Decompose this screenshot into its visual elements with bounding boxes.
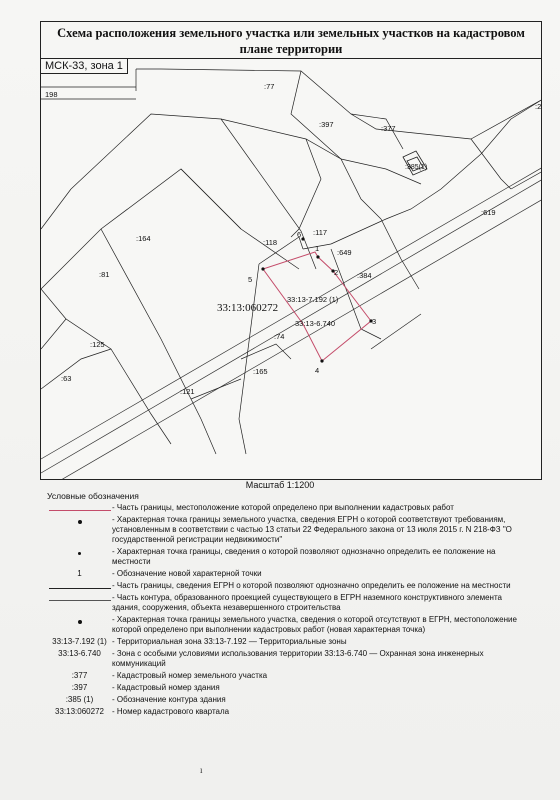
parcel-label-619: :619 (481, 208, 496, 217)
legend-text: - Территориальная зона 33:13-7.192 — Территориальные зоны (112, 637, 347, 646)
legend-text: - Часть границы, сведения ЕГРН о которой позволяют однозначно определить ее положение на местности (112, 581, 511, 590)
legend-row (47, 547, 517, 567)
map-scale: Масштаб 1:1200 (245, 480, 315, 490)
parcel-label-118: :118 (263, 238, 278, 247)
parcel-label-397: :397 (319, 120, 334, 129)
point-dot-icon (78, 620, 82, 624)
point-label-2: 2 (334, 268, 339, 277)
legend-text: - Кадастровый номер земельного участка (112, 671, 268, 680)
legend-row (47, 637, 517, 647)
legend-symbol-text: 33:13-7.192 (1) (52, 637, 107, 646)
legend-symbol-text: :385 (1) (65, 695, 94, 704)
legend-text: - Характерная точка границы земельного участка, сведения о которой отсутствуют в ЕГРН, местоположение которой определено при выполнении кадастровых работ (новая характерная точка) (112, 615, 517, 634)
parcel-label-164: :164 (136, 234, 151, 243)
legend-row (47, 683, 517, 693)
parcel-boundaries (41, 69, 542, 454)
legend-text: - Часть границы, местоположение которой определено при выполнении кадастровых работ (112, 503, 454, 512)
zone-special-label: 33:13-6.740 (295, 319, 336, 328)
legend-symbol-text: 33:13-6.740 (58, 649, 101, 658)
legend-row (47, 569, 517, 579)
point-label-3: 3 (372, 317, 377, 326)
legend-symbol-text: 1 (77, 569, 82, 578)
legend-symbol (47, 615, 112, 625)
point-label-1: 1 (315, 244, 320, 253)
document-title (40, 21, 542, 59)
legend-text: - Характерная точка границы земельного участка, сведения ЕГРН о которой соответствуют требованиям, установленным в соответствии с частью 13 статьи 22 Федерального закона от 13 июля 2015 г. N 218-ФЗ "О государственной регистрации недвижимости" (112, 515, 512, 544)
legend-symbol-text: :397 (71, 683, 88, 692)
legend-title: Условные обозначения (47, 491, 139, 501)
legend-row (47, 581, 517, 591)
quarter-number-label: 33:13:060272 (217, 302, 279, 314)
legend (47, 491, 517, 719)
building-contour-line-icon (49, 600, 111, 601)
legend-row (47, 593, 517, 613)
legend-symbol (47, 581, 112, 591)
legend-row (47, 649, 517, 669)
parcel-label-63: :63 (61, 374, 72, 383)
legend-symbol (47, 503, 112, 513)
legend-symbol (47, 547, 112, 557)
point-label-5: 5 (248, 275, 253, 284)
small-point-dot-icon (78, 552, 81, 555)
parcel-label-117: :117 (313, 228, 328, 237)
title-line-2: плане территории (239, 42, 343, 56)
legend-text: - Обозначение новой характерной точки (112, 569, 262, 578)
map-drawing (41, 59, 542, 480)
parcel-label-165: :165 (253, 367, 268, 376)
legend-row (47, 707, 517, 717)
legend-text: - Номер кадастрового квартала (112, 707, 230, 716)
parcel-label-77: :77 (264, 82, 275, 91)
legend-symbol (47, 569, 112, 579)
red-boundary-line-icon (49, 510, 111, 511)
legend-rows (47, 503, 517, 717)
legend-text: - Зона с особыми условиями использования территории 33:13-6.740 — Охранная зона инженерных коммуникаций (112, 649, 484, 668)
legend-symbol (47, 695, 112, 705)
legend-text: - Кадастровый номер здания (112, 683, 220, 692)
parcel-label-121: :121 (180, 387, 195, 396)
point-dot-icon (78, 520, 82, 524)
footer-mark: ı (200, 765, 203, 775)
parcel-label-384: :384 (357, 271, 372, 280)
building-385 (403, 151, 427, 175)
legend-text: - Обозначение контура здания (112, 695, 226, 704)
parcel-label-2: :2 (535, 102, 542, 111)
legend-symbol (47, 683, 112, 693)
point-label-6: 6 (297, 230, 302, 239)
legend-symbol (47, 593, 112, 603)
parcel-label-385: :385(1) (405, 164, 428, 171)
title-line-1: Схема расположения земельного участка или земельных участков на кадастровом (57, 26, 525, 40)
parcel-label-81: :81 (99, 270, 110, 279)
legend-text: - Часть контура, образованного проекцией существующего в ЕГРН наземного конструктивного элемента здания, сооружения, объекта незавершенного строительства (112, 593, 502, 612)
legend-row (47, 503, 517, 513)
parcel-label-74: :74 (274, 332, 285, 341)
legend-symbol (47, 515, 112, 525)
road-lines (41, 167, 542, 480)
point-label-4: 4 (315, 366, 320, 375)
parcel-label-198: 198 (45, 90, 58, 99)
target-parcel-boundary (263, 252, 371, 361)
dark-boundary-line-icon (49, 588, 111, 589)
coordinate-system-label: МСК-33, зона 1 (41, 59, 128, 74)
legend-row (47, 671, 517, 681)
zone-territorial-label: 33:13-7.192 (1) (287, 295, 339, 304)
parcel-label-125: :125 (90, 340, 105, 349)
legend-row (47, 615, 517, 635)
parcel-label-649: :649 (337, 248, 352, 257)
legend-symbol (47, 707, 112, 717)
legend-symbol (47, 637, 112, 647)
legend-symbol-text: 33:13:060272 (55, 707, 104, 716)
legend-row (47, 695, 517, 705)
legend-text: - Характерная точка границы, сведения о которой позволяют однозначно определить ее положение на местности (112, 547, 496, 566)
parcel-label-377: :377 (381, 124, 396, 133)
legend-symbol (47, 649, 112, 659)
legend-symbol-text: :377 (71, 671, 88, 680)
cadastral-map (40, 59, 542, 480)
legend-symbol (47, 671, 112, 681)
legend-row (47, 515, 517, 545)
